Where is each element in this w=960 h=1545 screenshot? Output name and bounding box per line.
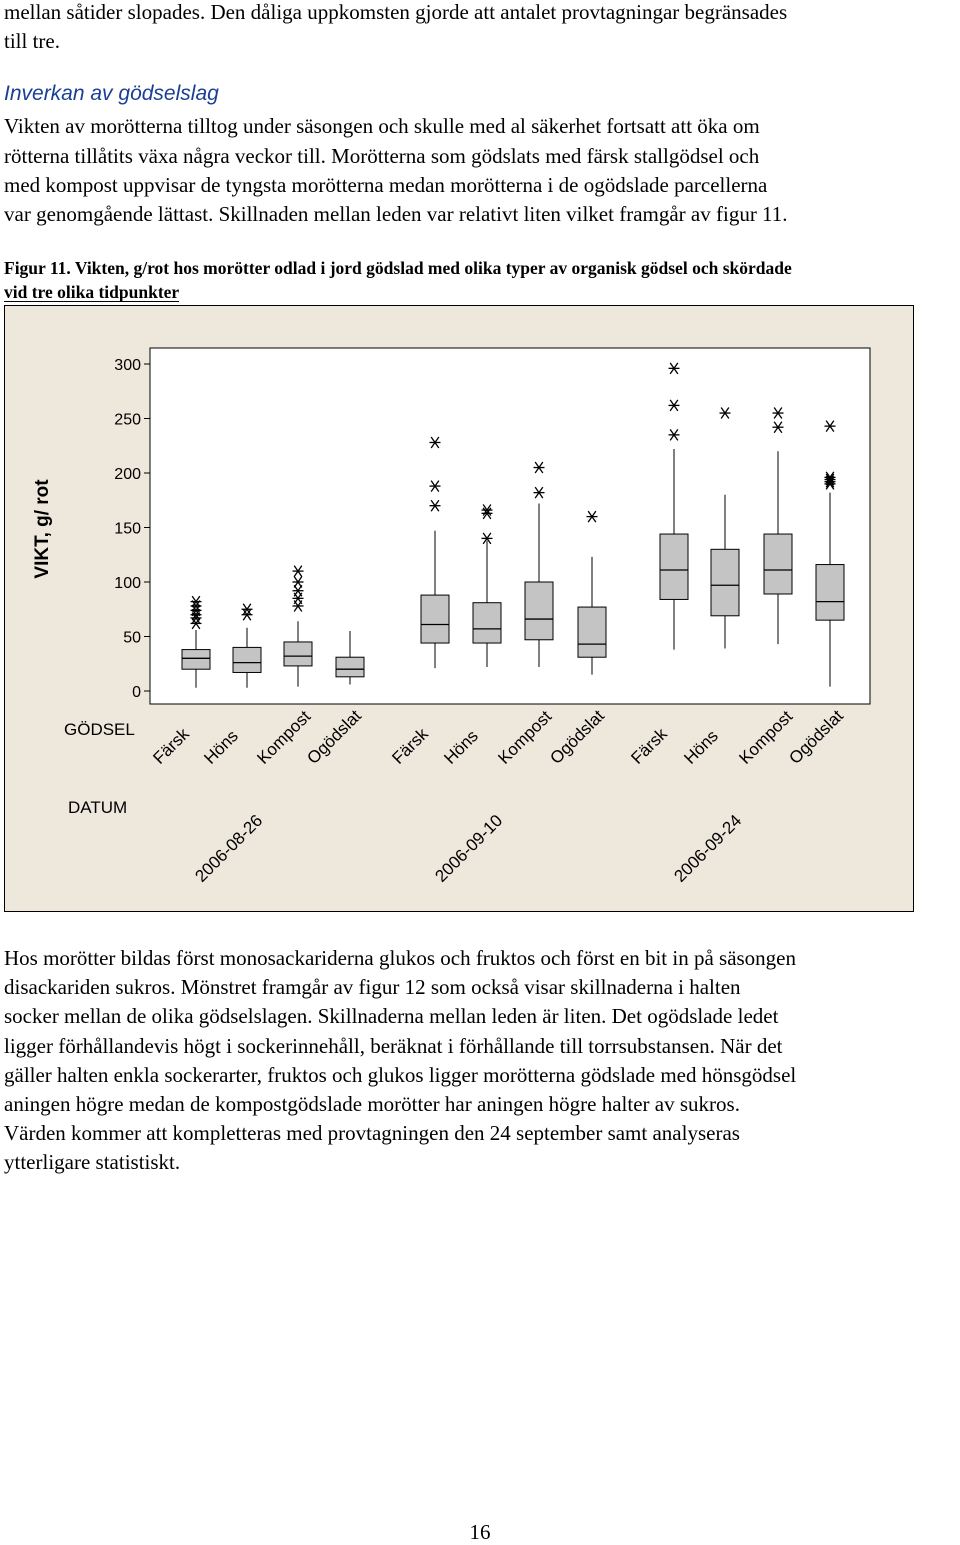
box-iqr	[421, 595, 449, 643]
box-iqr	[764, 534, 792, 594]
row-label-datum: DATUM	[68, 798, 128, 817]
text-line: Värden kommer att kompletteras med provtagningen den 24 september samt analyseras	[4, 1121, 740, 1145]
text-line: ligger förhållandevis högt i sockerinnehåll, beräknat i förhållande till torrsubstansen. När det	[4, 1034, 783, 1058]
text-line: Hos morötter bildas först monosackariderna glukos och fruktos och först en bit in på säsongen	[4, 946, 797, 970]
treatment-label: Kompost	[253, 706, 315, 768]
text-line: disackariden sukros. Mönstret framgår av figur 12 som också visar skillnaderna i halten	[4, 975, 741, 999]
treatment-label: Höns	[200, 726, 242, 768]
box-iqr	[336, 657, 364, 677]
text-line: var genomgående lättast. Skillnaden mellan leden var relativt liten vilket framgår av figur 11.	[4, 202, 788, 226]
page-number: 16	[469, 1520, 491, 1544]
section-heading: Inverkan av gödselslag	[4, 82, 219, 105]
treatment-label: Färsk	[388, 724, 432, 768]
row-label-gödsel: GÖDSEL	[64, 720, 135, 739]
y-tick-label: 250	[114, 411, 141, 429]
text-line: med kompost uppvisar de tyngsta morötterna medan morötterna i de ogödslade parcellerna	[4, 173, 768, 197]
caption-line: Figur 11. Vikten, g/rot hos morötter odlad i jord gödslad med olika typer av organisk gödsel och skördade	[4, 258, 792, 278]
treatment-label: Ogödslat	[303, 706, 365, 768]
y-tick-label: 300	[114, 357, 141, 374]
treatment-label: Ogödslat	[546, 706, 608, 768]
text-line: gäller halten enkla sockerarter, fruktos och glukos ligger morötterna gödslade med hönsgödsel	[4, 1063, 797, 1087]
y-axis-label: VIKT, g/ rot	[32, 479, 53, 579]
y-tick-label: 200	[114, 466, 141, 483]
treatment-label: Ogödslat	[785, 706, 847, 768]
box-iqr	[816, 565, 844, 621]
treatment-label: Färsk	[149, 724, 193, 768]
box-iqr	[182, 650, 210, 670]
caption-line: vid tre olika tidpunkter	[4, 282, 180, 302]
text-line: mellan såtider slopades. Den dåliga uppkomsten gjorde att antalet provtagningar begränsades	[4, 0, 788, 24]
boxplot-chart	[4, 305, 914, 912]
treatment-label: Färsk	[627, 724, 671, 768]
text-line: till tre.	[4, 29, 60, 53]
box-iqr	[660, 534, 688, 599]
box-iqr	[711, 549, 739, 615]
text-line: rötterna tillåtits växa några veckor till. Morötterna som gödslats med färsk stallgödsel och	[4, 144, 760, 168]
date-label: 2006-08-26	[191, 810, 267, 886]
box-iqr	[473, 603, 501, 643]
text-line: socker mellan de olika gödselslagen. Skillnaderna mellan leden är liten. Det ogödslade ledet	[4, 1004, 779, 1028]
y-tick-label: 0	[132, 684, 141, 701]
text-line: Vikten av morötterna tilltog under säsongen och skulle med al säkerhet fortsatt att öka om	[4, 114, 760, 138]
box-iqr	[525, 582, 553, 640]
treatment-label: Kompost	[494, 706, 556, 768]
box-iqr	[233, 647, 261, 672]
date-label: 2006-09-10	[431, 810, 507, 886]
date-label: 2006-09-24	[670, 810, 746, 886]
y-tick-label: 100	[114, 575, 141, 592]
box-iqr	[284, 642, 312, 666]
box-iqr	[578, 607, 606, 657]
treatment-label: Höns	[440, 726, 482, 768]
treatment-label: Kompost	[735, 706, 797, 768]
y-tick-label: 50	[123, 629, 141, 647]
y-tick-label: 150	[114, 520, 141, 538]
treatment-label: Höns	[680, 726, 722, 768]
text-line: aningen högre medan de kompostgödslade morötter har aningen högre halter av sukros.	[4, 1092, 740, 1116]
text-line: ytterligare statistiskt.	[4, 1150, 181, 1174]
